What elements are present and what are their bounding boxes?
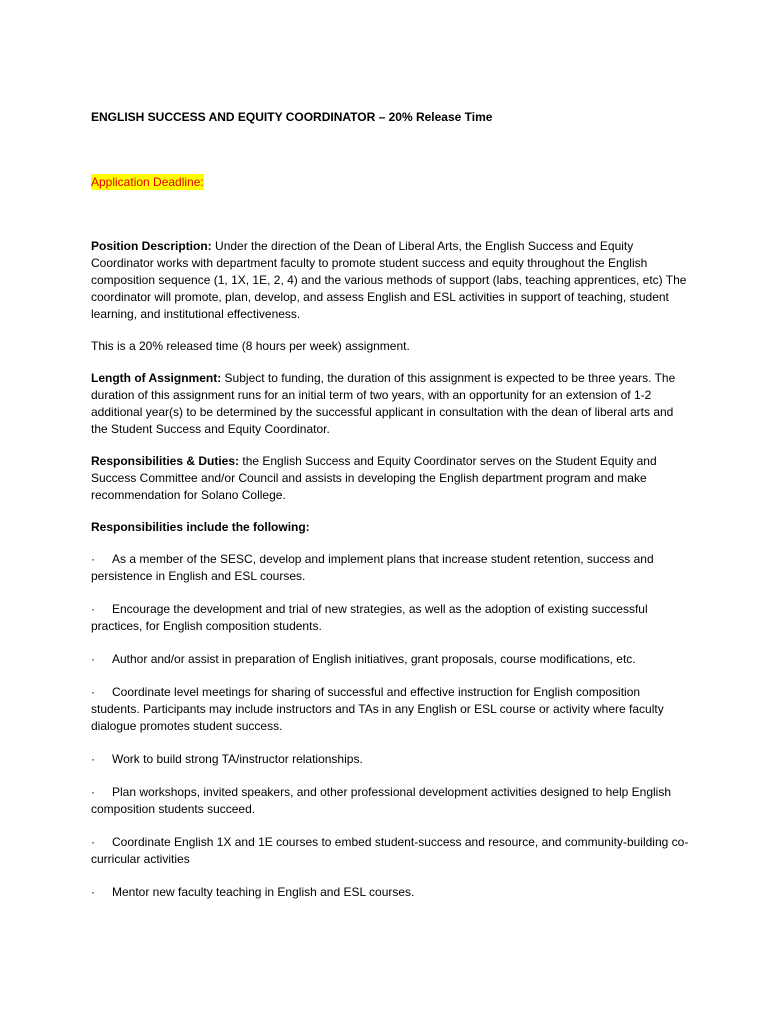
bullet-icon: · <box>91 885 95 899</box>
bullet-icon: · <box>91 752 95 766</box>
list-item <box>91 751 691 768</box>
list-item-text: Author and/or assist in preparation of English initiatives, grant proposals, course modifications, etc. <box>112 652 636 666</box>
responsibilities-duties-paragraph <box>91 453 691 504</box>
responsibilities-duties-text: the English Success and Equity Coordinator serves on the Student Equity and Success Committee and/or Council and assists in developing the English department program and make recommendation for Solano College. <box>91 454 657 502</box>
list-item <box>91 684 691 735</box>
list-item-text: Mentor new faculty teaching in English and ESL courses. <box>112 885 415 899</box>
list-item <box>91 784 691 818</box>
bullet-icon: · <box>91 602 95 616</box>
length-of-assignment-label: Length of Assignment: <box>91 371 222 385</box>
list-item-text: Work to build strong TA/instructor relationships. <box>112 752 363 766</box>
responsibilities-list-heading: Responsibilities include the following: <box>91 520 310 534</box>
list-item-text: Coordinate level meetings for sharing of successful and effective instruction for English composition students. Participants may include instructors and TAs in any English or ESL course or activity where faculty dialogue promotes student success. <box>91 685 664 733</box>
list-item <box>91 601 691 635</box>
bullet-icon: · <box>91 685 95 699</box>
bullet-icon: · <box>91 652 95 666</box>
list-item <box>91 884 691 901</box>
list-item-text: Encourage the development and trial of new strategies, as well as the adoption of existing successful practices, for English composition students. <box>91 602 648 633</box>
list-item <box>91 651 691 668</box>
bullet-icon: · <box>91 552 95 566</box>
list-item-text: As a member of the SESC, develop and implement plans that increase student retention, success and persistence in English and ESL courses. <box>91 552 654 583</box>
position-description-label: Position Description: <box>91 239 212 253</box>
list-item-text: Coordinate English 1X and 1E courses to embed student-success and resource, and community-building co-curricular activities <box>91 835 689 866</box>
document-title: ENGLISH SUCCESS AND EQUITY COORDINATOR – 20% Release Time <box>91 110 493 124</box>
position-description-text: Under the direction of the Dean of Liberal Arts, the English Success and Equity Coordinator works with department faculty to promote student success and equity throughout the English composition sequence (1, 1X, 1E, 2, 4) and the various methods of support (labs, teaching apprentices, etc) The coordinator will promote, plan, develop, and assess English and ESL activities in support of teaching, student learning, and institutional effectiveness. <box>91 239 687 321</box>
list-item <box>91 551 691 585</box>
released-time-paragraph: This is a 20% released time (8 hours per week) assignment. <box>91 339 410 353</box>
list-item-text: Plan workshops, invited speakers, and other professional development activities designed to help English composition students succeed. <box>91 785 671 816</box>
document-body <box>91 238 691 917</box>
bullet-icon: · <box>91 785 95 799</box>
length-of-assignment-text: Subject to funding, the duration of this assignment is expected to be three years. The duration of this assignment runs for an initial term of two years, with an opportunity for an extension of 1-2 additional year(s) to be determined by the successful applicant in consultation with the dean of liberal arts and the Student Success and Equity Coordinator. <box>91 371 676 436</box>
responsibilities-list <box>91 551 691 901</box>
responsibilities-duties-label: Responsibilities & Duties: <box>91 454 240 468</box>
application-deadline: Application Deadline: <box>91 175 204 189</box>
list-item <box>91 834 691 868</box>
position-description-paragraph <box>91 238 691 323</box>
length-of-assignment-paragraph <box>91 370 691 438</box>
bullet-icon: · <box>91 835 95 849</box>
